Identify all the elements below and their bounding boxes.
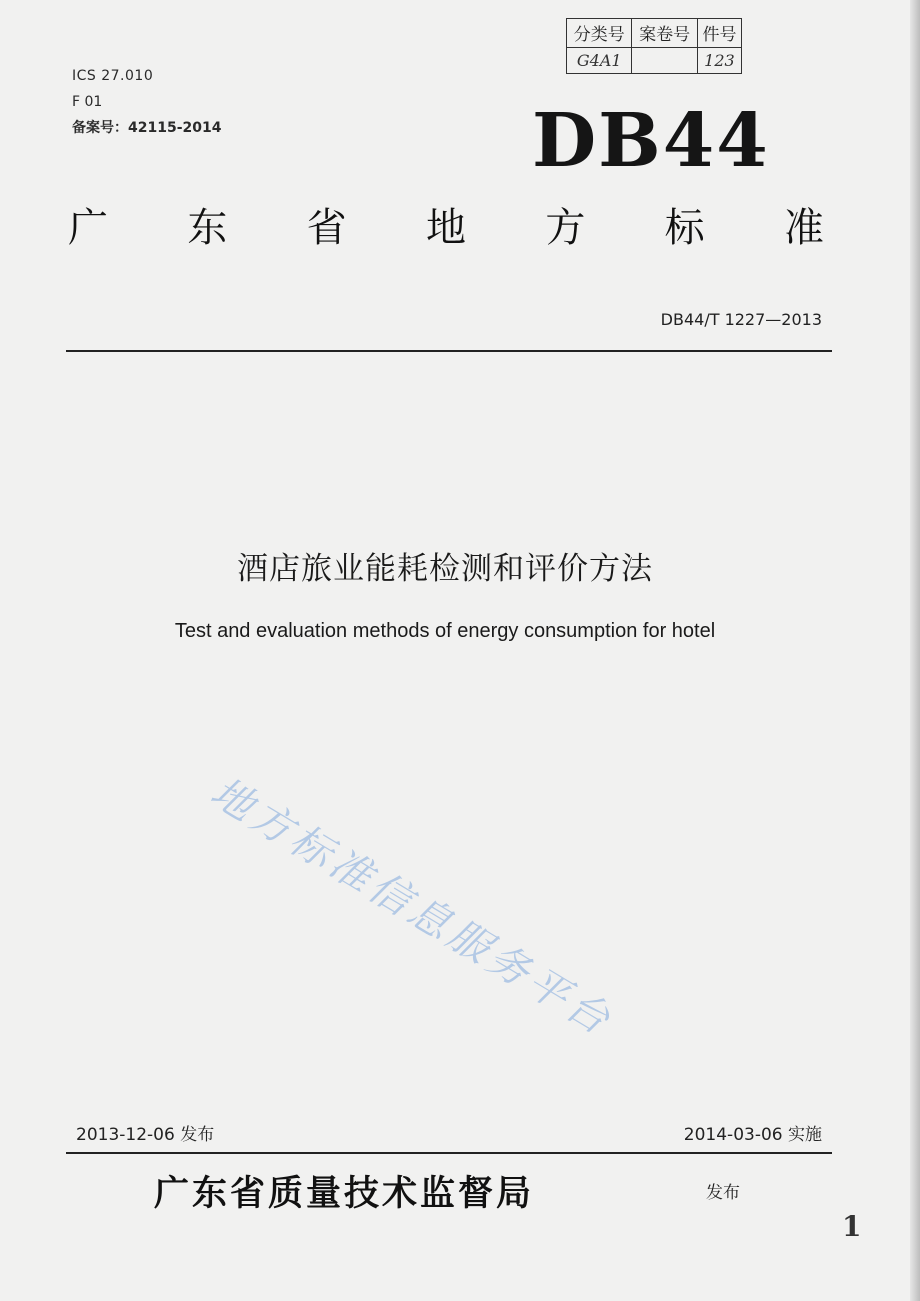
document-title-chinese: 酒店旅业能耗检测和评价方法 xyxy=(237,551,653,587)
region-title-char: 广 xyxy=(68,205,108,251)
region-title-char: 方 xyxy=(545,205,586,251)
top-divider xyxy=(66,350,832,352)
implementation-date: 2014-03-06 实施 xyxy=(683,1125,822,1145)
watermark: 地方标准信息服务平台 xyxy=(202,767,622,1046)
classification-box xyxy=(566,18,742,74)
classification-header-item: 件号 xyxy=(697,19,741,48)
region-title-char: 省 xyxy=(306,205,347,251)
issue-date: 2013-12-06 发布 xyxy=(76,1125,215,1145)
region-standard-title xyxy=(68,205,824,251)
document-title-english: Test and evaluation methods of energy consumption for hotel xyxy=(174,620,716,642)
classification-header-file: 案卷号 xyxy=(632,19,697,48)
issuing-authority: 广东省质量技术监督局 xyxy=(154,1173,535,1214)
region-title-char: 准 xyxy=(783,205,824,251)
region-title-char: 标 xyxy=(664,205,705,251)
classification-value-category: G4A1 xyxy=(567,47,632,73)
classification-header-category: 分类号 xyxy=(567,19,632,48)
classification-value-file xyxy=(632,47,697,73)
record-number: 备案号：42115-2014 xyxy=(72,120,222,136)
page-number: 1 xyxy=(842,1210,862,1243)
classification-value-item: 123 xyxy=(697,47,741,73)
ccs-code: F 01 xyxy=(72,94,103,110)
db44-logo: DB44 xyxy=(532,98,770,184)
bottom-divider xyxy=(66,1152,832,1154)
issuing-label: 发布 xyxy=(706,1183,740,1203)
region-title-char: 地 xyxy=(425,205,466,251)
standard-code: DB44/T 1227—2013 xyxy=(660,310,822,329)
ics-code: ICS 27.010 xyxy=(72,68,154,84)
region-title-char: 东 xyxy=(187,205,228,251)
